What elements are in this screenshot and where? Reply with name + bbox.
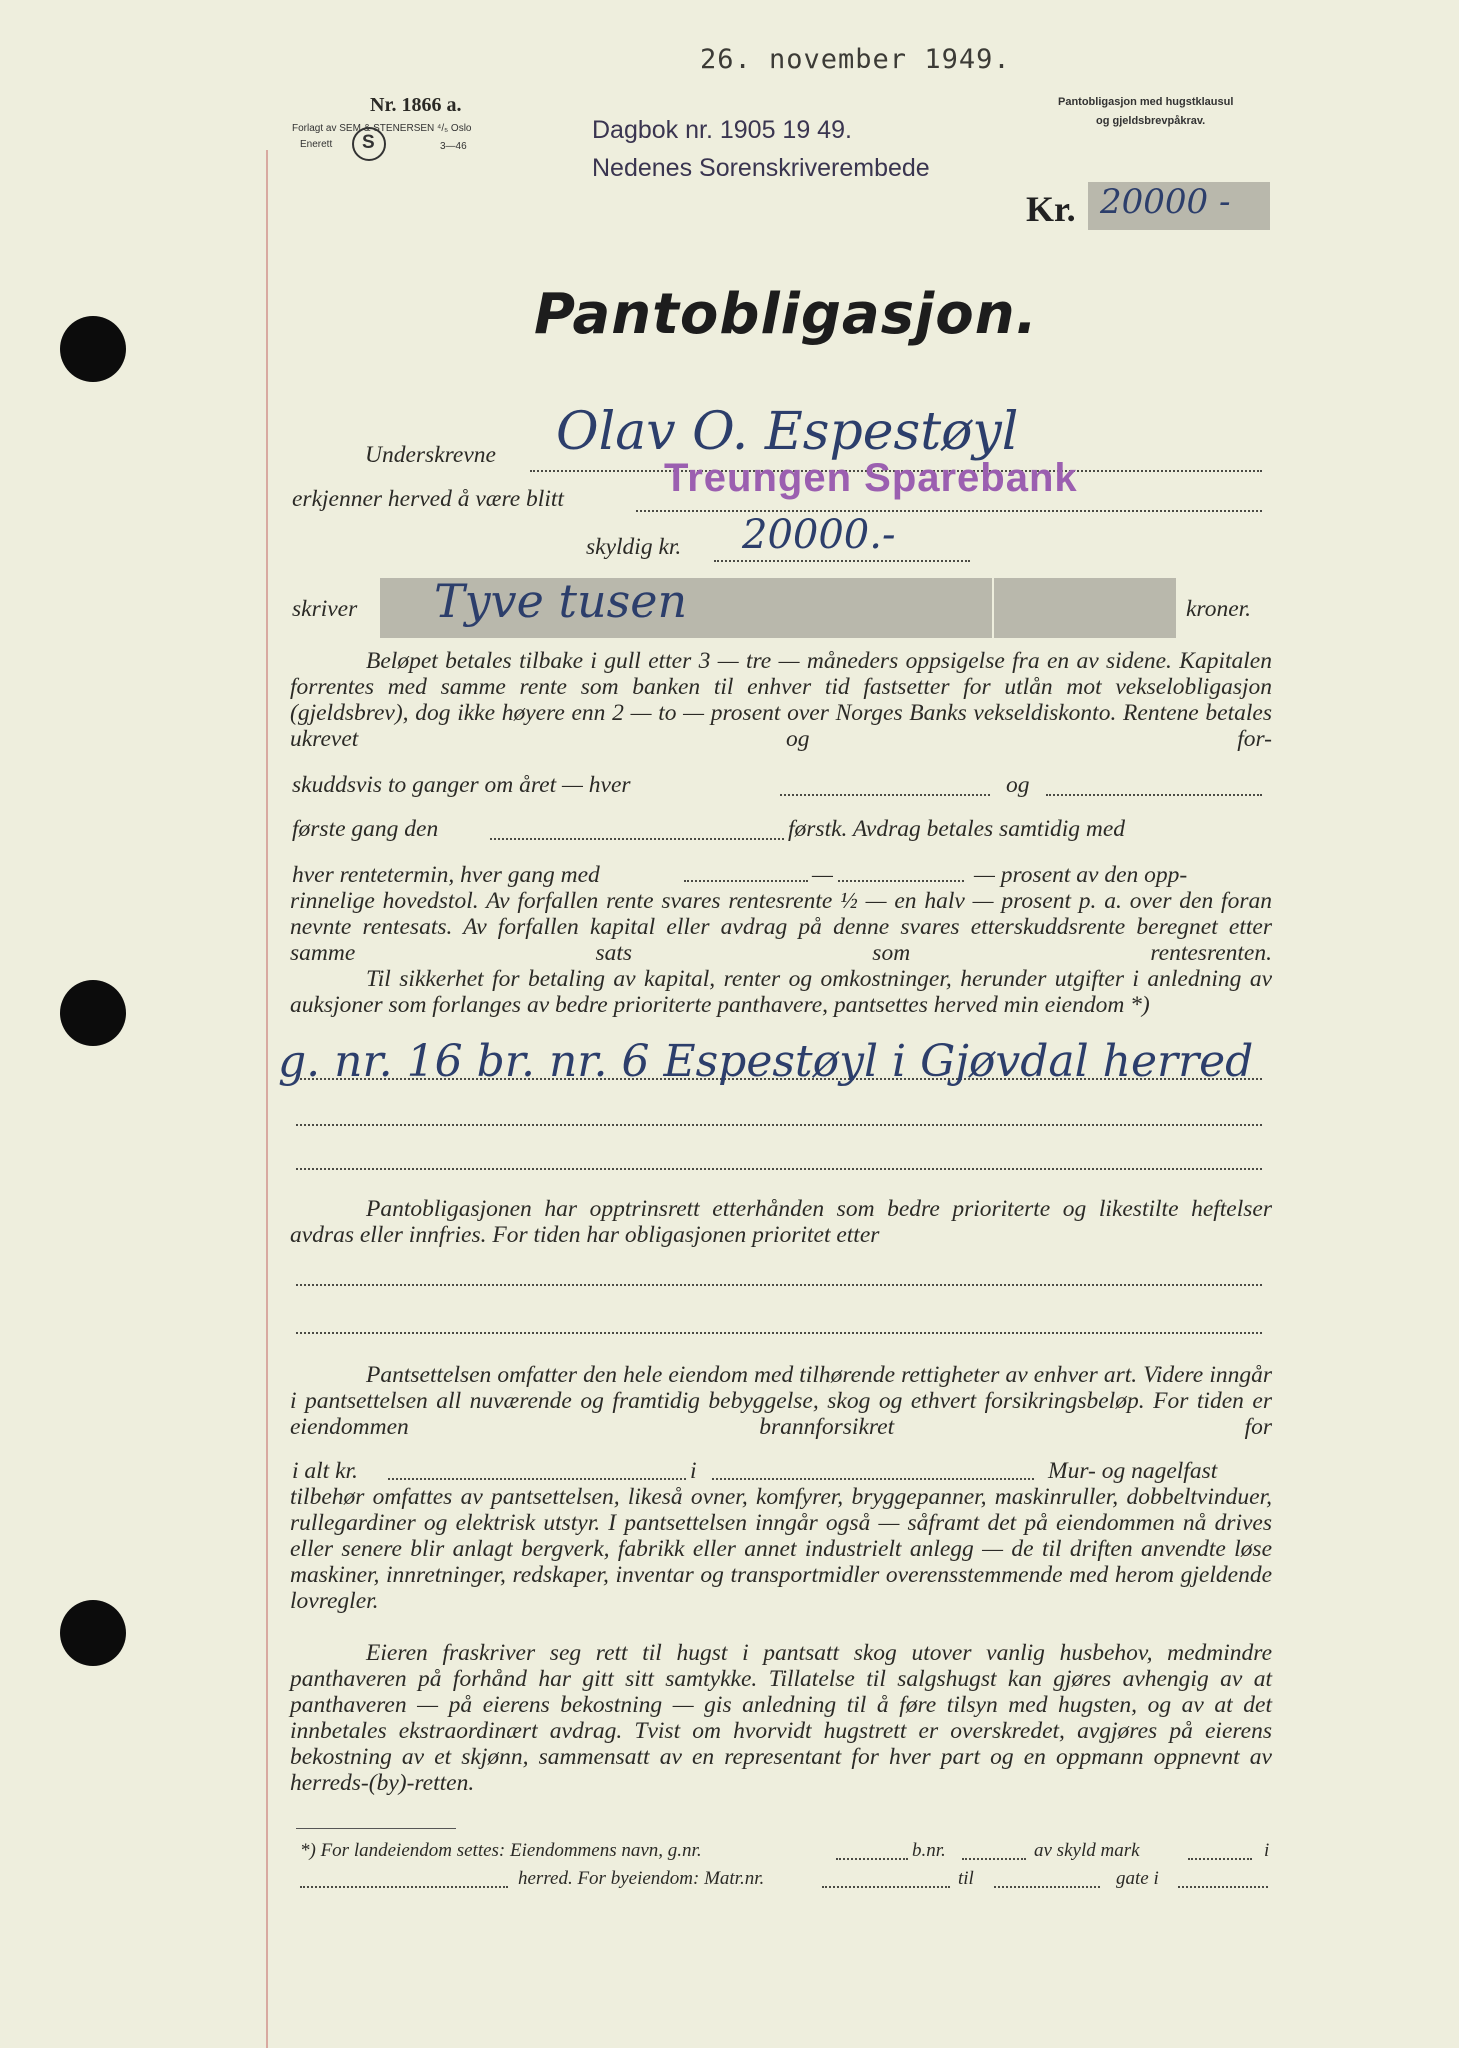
first-date-text: førstk. Avdrag betales samtidig med [788, 816, 1126, 842]
writes-box-divider [992, 578, 994, 638]
publisher-line: Forlagt av SEM & STENERSEN ⁴/₅ Oslo [292, 123, 472, 134]
footnote-line1-a: *) For landeiendom settes: Eiendommens navn, g.nr. [300, 1840, 702, 1861]
form-type-line2: og gjeldsbrevpåkrav. [1096, 115, 1206, 127]
footnote-line2-a: herred. For byeiendom: Matr.nr. [518, 1868, 765, 1889]
logging-paragraph: Eieren fraskriver seg rett til hugst i pantsatt skog utover vanlig husbehov, medmindre panthaveren på forhånd har gitt sitt samtykke. Tillatelse til salgshugst kan gjøres avhengig av at panthaveren — på eierens bekostning — gis anledning til å føre tilsyn med hugsten, og av at det innbetales ekstraordinært avdrag. Tvist om hvorvidt hugstrett er overskredet, avgjøres på eierens bekostning av et skjønn, sammensatt av en representant for hver part og en oppmann oppnevnt av herreds-(by)-retten. [290, 1640, 1272, 1796]
undersigned-signature: Olav O. Espestøyl [556, 402, 1019, 462]
installment-dash: — [812, 862, 833, 888]
footnote-dots-7 [1178, 1886, 1268, 1888]
creditor-stamp: Treungen Sparebank [664, 456, 1078, 500]
footnote-rule [296, 1828, 456, 1829]
kroner-label: kroner. [1186, 596, 1252, 622]
installment-percent-text: — prosent av den opp- [974, 862, 1188, 888]
date-stamp: 26. november 1949. [700, 44, 1011, 75]
interest-paragraph: rinnelige hovedstol. Av forfallen rente svares rentesrente ½ — en halv — prosent p. a. over den foran nevnte rentesats. Av forfallen kapital eller avdrag på denne svares etterskuddsrente beregnet etter samme sats som rentesrenten. [290, 888, 1272, 966]
priority-line-1 [296, 1284, 1262, 1286]
punch-hole-middle [60, 980, 126, 1046]
footnote-dots-2 [962, 1858, 1026, 1860]
punch-hole-bottom [60, 1600, 126, 1666]
writes-amount: Tyve tusen [434, 574, 688, 628]
footnote-dots-4 [300, 1886, 508, 1888]
kr-label: Kr. [1026, 189, 1076, 229]
property-description: g. nr. 16 br. nr. 6 Espestøyl i Gjøvdal herred [278, 1036, 1254, 1087]
schedule-and: og [1006, 772, 1030, 798]
footnote-dots-1 [836, 1858, 908, 1860]
footnote-dots-5 [822, 1886, 950, 1888]
property-line-2 [296, 1124, 1262, 1126]
footnote-line1-b: b.nr. [912, 1840, 946, 1861]
installment-dots-2 [838, 880, 964, 882]
owing-line [714, 560, 970, 562]
writes-label: skriver [292, 596, 358, 622]
insured-in: i [690, 1458, 697, 1484]
publisher-rights: Enerett [300, 139, 333, 150]
form-number: Nr. 1866 a. [370, 94, 462, 116]
security-paragraph: Til sikkerhet for betaling av kapital, renter og omkostninger, herunder utgifter i anledning av auksjoner som forlanges av bedre prioriterte panthavere, pantsettes herved min eiendom *) [290, 966, 1272, 1018]
publisher-logo: S [352, 127, 386, 161]
document-title: Pantobligasjon. [534, 282, 1038, 347]
scope-paragraph: Pantsettelsen omfatter den hele eiendom med tilhørende rettigheter av enhver art. Videre inngår i pantsettelsen all nuværende og framtidig bebyggelse, skog og ethvert forsikringsbeløp. For tiden er eiendommen brannforsikret for [290, 1362, 1272, 1440]
property-line-3 [296, 1168, 1262, 1170]
owing-label: skyldig kr. [586, 534, 682, 560]
installment-dots-1 [684, 880, 808, 882]
kr-amount: 20000 - [1100, 182, 1231, 222]
creditor-line [636, 510, 1262, 512]
footnote-dots-6 [994, 1886, 1100, 1888]
fixtures-paragraph: tilbehør omfattes av pantsettelsen, likeså ovner, komfyrer, bryggepanner, maskinruller, dobbeltvinduer, rullegardiner og elektrisk utstyr. I pantsettelsen inngår også — såframt det på eiendommen nå drives eller senere blir anlagt bergverk, fabrikk eller annet industrielt anlegg — de til driften anvendte løse maskiner, innretninger, redskaper, inventar og transportmidler overensstemmende med herom gjeldende lovregler. [290, 1484, 1272, 1614]
office-stamp: Nedenes Sorenskriverembede [592, 154, 930, 182]
priority-paragraph: Pantobligasjonen har opptrinsrett etterhånden som bedre prioriterte og likestilte heftelser avdras eller innfries. For tiden har obligasjonen prioritet etter [290, 1196, 1272, 1248]
dagbok-stamp: Dagbok nr. 1905 19 49. [592, 116, 852, 144]
first-date-label: første gang den [292, 816, 439, 842]
footnote-dots-3 [1188, 1858, 1252, 1860]
schedule-dots-2 [1046, 794, 1262, 796]
insured-label: i alt kr. [292, 1458, 358, 1484]
undersigned-label: Underskrevne [365, 442, 496, 468]
priority-line-2 [296, 1332, 1262, 1334]
margin-rule [266, 150, 268, 2048]
publisher-code: 3—46 [440, 141, 467, 152]
footnote-line2-c: gate i [1116, 1868, 1159, 1889]
fixtures-label: Mur- og nagelfast [1048, 1458, 1218, 1484]
first-date-dots [490, 838, 784, 840]
owing-amount: 20000.- [742, 512, 896, 558]
insured-dots-2 [712, 1478, 1034, 1480]
schedule-line-text: skuddsvis to ganger om året — hver [292, 772, 631, 798]
repayment-paragraph: Beløpet betales tilbake i gull etter 3 — tre — måneders oppsigelse fra en av sidene. Kapitalen forrentes med samme rente som banken til enhver tid fastsetter for utlån mot vekselobligasjon (gjeldsbrev), dog ikke høyere enn 2 — to — prosent over Norges Banks vekseldiskonto. Rentene betales ukrevet og for- [290, 648, 1272, 752]
footnote-line1-d: i [1264, 1840, 1270, 1861]
footnote-line1-c: av skyld mark [1034, 1840, 1140, 1861]
schedule-dots-1 [780, 794, 990, 796]
form-type-line1: Pantobligasjon med hugstklausul [1058, 96, 1234, 108]
acknowledge-label: erkjenner herved å være blitt [292, 486, 564, 512]
insured-dots-1 [388, 1478, 686, 1480]
punch-hole-top [60, 316, 126, 382]
footnote-line2-b: til [958, 1868, 974, 1889]
installment-text: hver rentetermin, hver gang med [292, 862, 600, 888]
